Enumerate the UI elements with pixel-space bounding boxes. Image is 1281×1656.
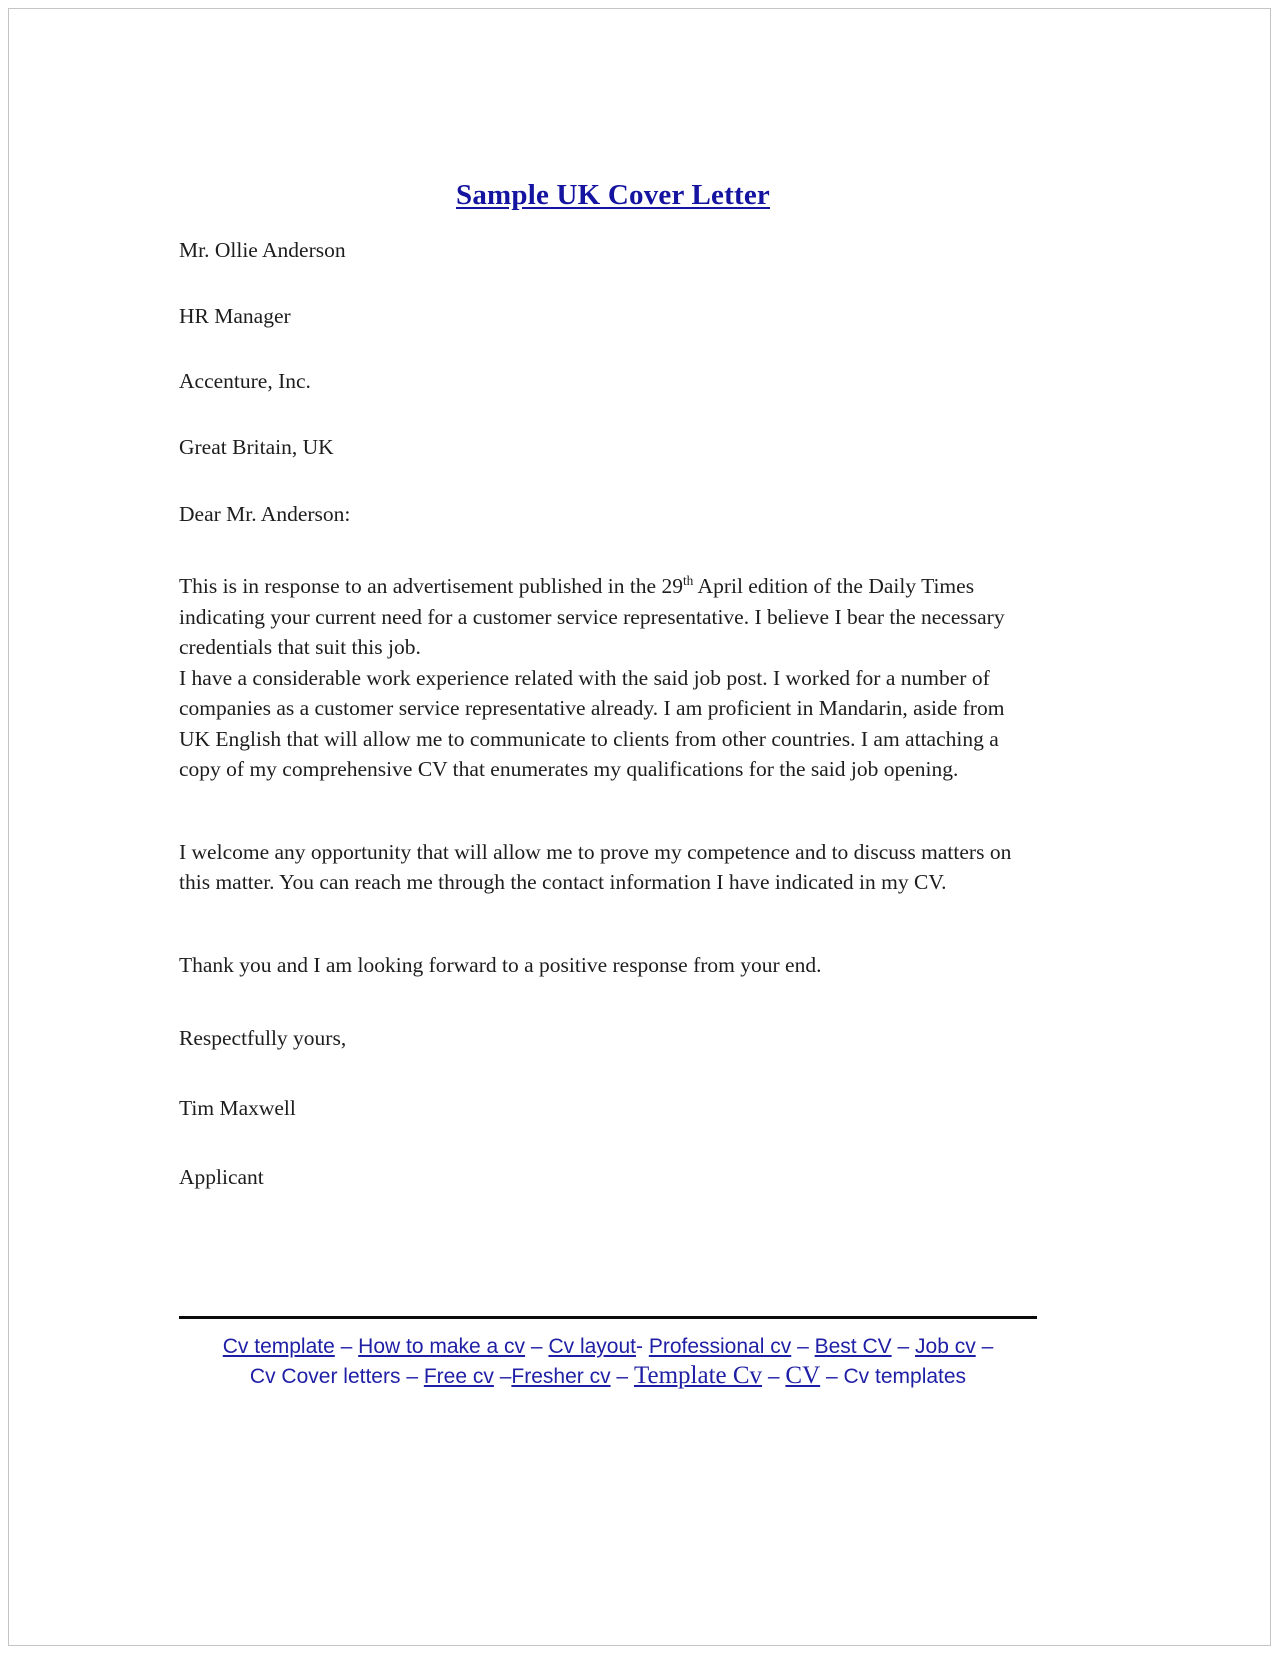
footer-link-fresher-cv[interactable]: Fresher cv bbox=[511, 1365, 611, 1389]
body-paragraph-2: I have a considerable work experience related with the said job post. I worked for a number of companies as a customer service representative already. I am proficient in Mandarin, aside from UK English that will allow me to communicate to clients from other countries. I am attaching a copy of my comprehensive CV that enumerates my qualifications for the said job opening. bbox=[179, 665, 1005, 782]
recipient-name: Mr. Ollie Anderson bbox=[179, 238, 346, 262]
paragraph-1-text-after-ordinal: April edition of the Daily Times indicating your current need for a customer service representative. I believe I bear the necessary credentials that suit this job. bbox=[179, 574, 1005, 660]
footer-link-template-cv[interactable]: Template Cv bbox=[633, 1362, 763, 1390]
footer-separator-9: – bbox=[616, 1365, 629, 1389]
footer-divider bbox=[179, 1316, 1037, 1319]
footer-link-cv-templates[interactable]: Cv templates bbox=[843, 1365, 967, 1389]
footer-separator-8: – bbox=[499, 1365, 512, 1389]
footer-separator-4: – bbox=[797, 1335, 809, 1358]
footer-link-professional-cv[interactable]: Professional cv bbox=[648, 1335, 792, 1358]
footer-link-job-cv[interactable]: Job cv bbox=[915, 1335, 976, 1358]
footer-row-2 bbox=[179, 1360, 1037, 1391]
body-paragraph-3: I welcome any opportunity that will allow me to prove my competence and to discuss matters on this matter. You can reach me through the contact information I have indicated in my CV. bbox=[179, 839, 1012, 895]
letter-content bbox=[179, 179, 1039, 1189]
footer-link-bar bbox=[179, 1334, 1037, 1392]
recipient-company: Accenture, Inc. bbox=[179, 369, 311, 393]
valediction: Respectfully yours, bbox=[179, 1026, 347, 1051]
ordinal-suffix: th bbox=[682, 572, 694, 588]
body-paragraph-4: Thank you and I am looking forward to a positive response from your end. bbox=[179, 952, 822, 977]
footer-row-1 bbox=[179, 1334, 1037, 1360]
footer-separator-1: – bbox=[340, 1335, 353, 1358]
footer-separator-10: – bbox=[767, 1365, 780, 1389]
footer-separator-5: – bbox=[897, 1335, 910, 1358]
signer-role: Applicant bbox=[179, 1165, 264, 1190]
document-page bbox=[8, 8, 1271, 1646]
salutation: Dear Mr. Anderson: bbox=[179, 502, 351, 526]
footer-separator-6: – bbox=[981, 1335, 994, 1358]
body-paragraph-1 bbox=[179, 571, 1039, 663]
footer-separator-11: – bbox=[825, 1365, 838, 1389]
footer-separator-2: – bbox=[530, 1335, 543, 1358]
recipient-job-title: HR Manager bbox=[179, 303, 291, 328]
footer-link-cv[interactable]: CV bbox=[785, 1362, 821, 1390]
footer-separator-3: - bbox=[635, 1335, 643, 1358]
footer-link-free-cv[interactable]: Free cv bbox=[423, 1365, 494, 1389]
footer-separator-7: – bbox=[406, 1365, 418, 1389]
recipient-address-block bbox=[179, 240, 1039, 458]
footer-link-cv-template[interactable]: Cv template bbox=[222, 1335, 335, 1358]
paragraph-1-text-before-ordinal: This is in response to an advertisement published in the 29 bbox=[179, 574, 683, 598]
footer-link-how-to-make-a-cv[interactable]: How to make a cv bbox=[358, 1335, 526, 1358]
footer-link-cv-cover-letters[interactable]: Cv Cover letters bbox=[249, 1365, 401, 1389]
page-title: Sample UK Cover Letter bbox=[456, 179, 770, 211]
footer-link-cv-layout[interactable]: Cv layout bbox=[548, 1335, 636, 1358]
recipient-location: Great Britain, UK bbox=[179, 434, 334, 459]
signer-name: Tim Maxwell bbox=[179, 1095, 296, 1120]
footer-link-best-cv[interactable]: Best CV bbox=[814, 1335, 892, 1358]
